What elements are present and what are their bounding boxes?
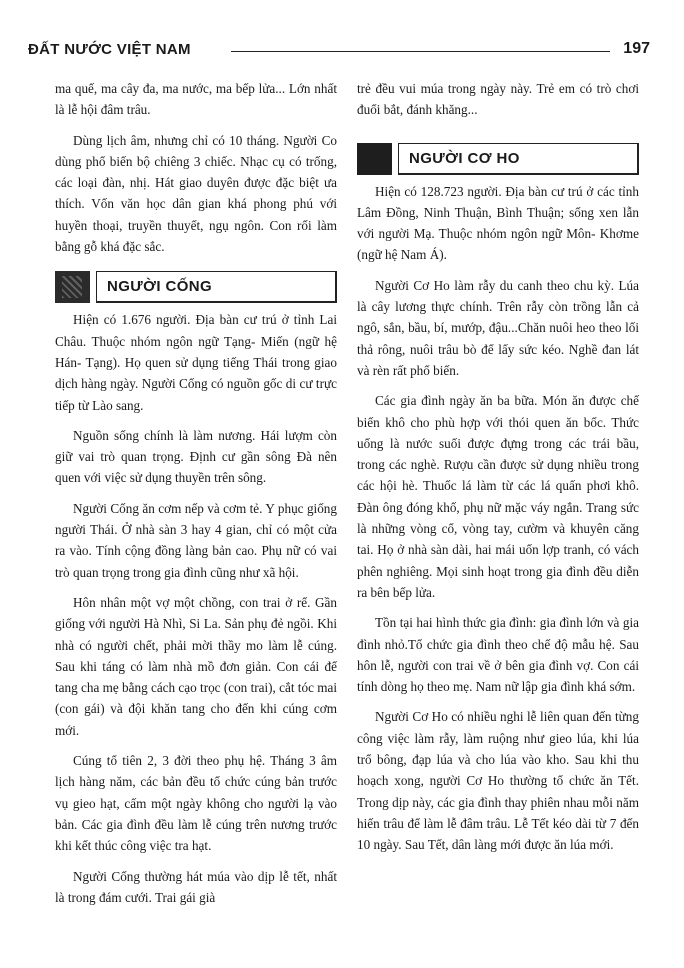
- section-marker-square: [357, 143, 392, 175]
- running-header: [28, 38, 650, 60]
- paragraph: Người Cơ Ho làm rẫy du canh theo chu kỳ. Lúa là cây lương thực chính. Trên rẫy còn trồng lẫn cả ngô, sắn, bầu, bí, mướp, đậu...Chăn nuôi heo theo lối thả rông, nuôi trâu bò để lấy sức kéo. Nghề đan lát và rèn rất phổ biến.: [357, 277, 639, 378]
- paragraph: ma quế, ma cây đa, ma nước, ma bếp lửa... Lớn nhất là lễ hội đâm trâu.: [55, 81, 337, 118]
- paragraph: Người Cống ăn cơm nếp và cơm tẻ. Y phục giống người Thái. Ở nhà sàn 3 hay 4 gian, chỉ có một cửa ra vào. Tính cộng đồng làng bản cao. Phụ nữ có vai trò quan trọng trong gia đình cũng như xã hội.: [55, 500, 337, 580]
- right-column: [357, 78, 639, 865]
- paragraph: Các gia đình ngày ăn ba bữa. Món ăn được chế biến khô cho phù hợp với thói quen ăn bốc. Thức uống là nước suối được đựng trong các trái bầu, trong các nghè. Rượu cần được sử dụng nhiều trong các hội hè. Thuốc lá làm từ các lá quấn phơi khô. Đàn ông đóng khố, phụ nữ mặc váy ngắn. Trang sức là những vòng cổ, vòng tay, cườm và khuyên căng tai. Họ ở nhà sàn dài, hai mái uốn lợp tranh, có vách phên nghiêng. Mọi sinh hoạt trong gia đình đều diễn ra bên bếp lửa.: [357, 393, 639, 600]
- paragraph: Dùng lịch âm, nhưng chỉ có 10 tháng. Người Co dùng phổ biến bộ chiêng 3 chiếc. Nhạc cụ có trống, các loại đàn, nhị. Hát giao duyên được đặc biệt ưa thích. Vốn văn học dân gian khá phong phú với huyền thoại, truyền thuyết, ngụ ngôn. Con rối làm bằng gỗ khá đặc sắc.: [55, 132, 337, 255]
- paragraph: Nguồn sống chính là làm nương. Hái lượm còn giữ vai trò quan trọng. Định cư gần sông Đà nên quen với việc sử dụng thuyền trên sông.: [55, 427, 337, 486]
- section-title: NGƯỜI CƠ HO: [409, 149, 520, 167]
- paragraph: Hôn nhân một vợ một chồng, con trai ở rể. Gần giống với người Hà Nhì, Si La. Sản phụ đẻ ngồi. Khi nhà có người chết, phải mời thầy mo làm lễ cúng. Sau khi táng có làm nhà mồ đơn giản. Con cái để tang cha mẹ bằng cách cạo trọc (con trai), cắt tóc mai (con gái) và đội khăn tang cho đến khi cúng cơm mới.: [55, 594, 337, 738]
- section-title-box: [398, 143, 639, 175]
- section-title-box: [96, 271, 337, 303]
- paragraph: Tồn tại hai hình thức gia đình: gia đình lớn và gia đình nhỏ.Tổ chức gia đình theo chế độ mẫu hệ. Sau hôn lễ, người con trai về ở bên gia đình vợ. Con cái tính dòng họ theo mẹ. Nam nữ lập gia đình khá sớm.: [357, 615, 639, 695]
- section-heading-nguoi-cong: [55, 271, 337, 303]
- section-heading-nguoi-co-ho: [357, 143, 639, 175]
- header-rule: [231, 51, 610, 52]
- paragraph: Cúng tổ tiên 2, 3 đời theo phụ hệ. Tháng 3 âm lịch hàng năm, các bản đều tổ chức cúng bản trước vụ gieo hạt, cấm một ngày không cho người lạ vào bản. Các gia đình đều làm lễ cúng trên nương trước khi kết thúc công việc tra hạt.: [55, 753, 337, 854]
- left-column: [55, 78, 337, 917]
- paragraph: Hiện có 1.676 người. Địa bàn cư trú ở tỉnh Lai Châu. Thuộc nhóm ngôn ngữ Tạng- Miến (ngữ hệ Hán- Tạng). Họ quen sử dụng tiếng Thái trong giao dịch hàng ngày. Người Cống có nguồn gốc di cư trực tiếp từ Lào sang.: [55, 312, 337, 413]
- section-title: NGƯỜI CỐNG: [107, 278, 213, 296]
- paragraph: Người Cơ Ho có nhiều nghi lễ liên quan đến từng công việc làm rẫy, làm ruộng như gieo lúa, khi lúa trổ bông, đạp lúa và cho lúa vào kho. Sau khi thu hoạch xong, người Cơ Ho thường tổ chức ăn Tết. Trong dịp này, các gia đình thay phiên nhau mỗi năm hiến trâu để làm lễ đâm trâu. Lễ Tết kéo dài từ 7 đến 10 ngày. Sau Tết, dân làng mới được ăn lúa mới.: [357, 709, 639, 853]
- section-thumbnail-image: [55, 271, 90, 303]
- paragraph: trẻ đều vui múa trong ngày này. Trẻ em có trò chơi đuổi bắt, đánh khăng...: [357, 81, 639, 118]
- paragraph: Hiện có 128.723 người. Địa bàn cư trú ở các tỉnh Lâm Đồng, Ninh Thuận, Bình Thuận; sống xen lẫn với người Mạ. Thuộc nhóm ngôn ngữ Môn- Khơme (ngữ hệ Nam Á).: [357, 183, 639, 263]
- running-title: ĐẤT NƯỚC VIỆT NAM: [28, 41, 191, 58]
- page-number: 197: [623, 40, 650, 57]
- paragraph: Người Cống thường hát múa vào dịp lễ tết, nhất là trong đám cưới. Trai gái già: [55, 868, 337, 905]
